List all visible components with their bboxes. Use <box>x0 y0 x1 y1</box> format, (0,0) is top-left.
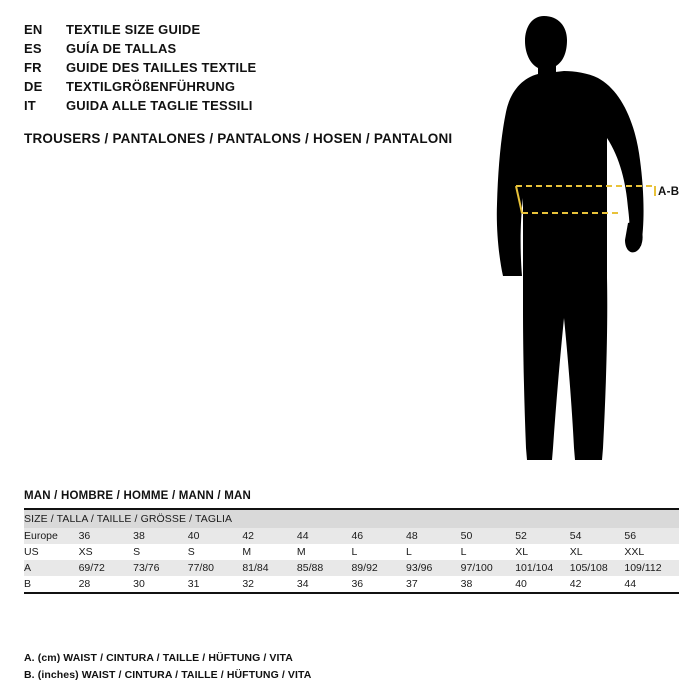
size-table <box>24 510 679 592</box>
cell-a-9: 105/108 <box>570 560 625 576</box>
table-row <box>24 576 679 592</box>
cell-b-8: 40 <box>515 576 570 592</box>
cell-us-3: M <box>242 544 297 560</box>
table-row <box>24 528 679 544</box>
garment-type-line: TROUSERS / PANTALONES / PANTALONS / HOSEN / PANTALONI <box>24 131 453 146</box>
cell-us-8: XL <box>515 544 570 560</box>
cell-europe-6: 48 <box>406 528 461 544</box>
cell-b-9: 42 <box>570 576 625 592</box>
cell-b-7: 38 <box>461 576 516 592</box>
footnotes-block <box>24 650 524 684</box>
silhouette-icon <box>470 8 690 478</box>
cell-b-4: 34 <box>297 576 352 592</box>
cell-b-6: 37 <box>406 576 461 592</box>
language-code-en: EN <box>24 22 43 37</box>
cell-b-3: 32 <box>242 576 297 592</box>
cell-a-6: 93/96 <box>406 560 461 576</box>
cell-europe-0: 36 <box>79 528 134 544</box>
cell-europe-10: 56 <box>624 528 679 544</box>
cell-a-8: 101/104 <box>515 560 570 576</box>
row-label-b: B <box>24 576 79 592</box>
cell-europe-2: 40 <box>188 528 243 544</box>
cell-a-10: 109/112 <box>624 560 679 576</box>
cell-a-3: 81/84 <box>242 560 297 576</box>
row-label-us: US <box>24 544 79 560</box>
language-row-es <box>24 41 494 60</box>
cell-us-4: M <box>297 544 352 560</box>
table-header-label: SIZE / TALLA / TAILLE / GRÖSSE / TAGLIA <box>24 510 679 528</box>
cell-a-4: 85/88 <box>297 560 352 576</box>
cell-a-2: 77/80 <box>188 560 243 576</box>
table-row <box>24 544 679 560</box>
cell-us-1: S <box>133 544 188 560</box>
language-row-it <box>24 98 494 117</box>
size-table-area <box>24 490 679 594</box>
language-header-block <box>24 22 494 117</box>
cell-europe-5: 46 <box>351 528 406 544</box>
language-code-de: DE <box>24 79 43 94</box>
measure-label-ab: A-B <box>658 186 680 198</box>
cell-us-10: XXL <box>624 544 679 560</box>
cell-b-1: 30 <box>133 576 188 592</box>
cell-b-0: 28 <box>79 576 134 592</box>
cell-europe-7: 50 <box>461 528 516 544</box>
cell-a-1: 73/76 <box>133 560 188 576</box>
cell-europe-4: 44 <box>297 528 352 544</box>
language-title-de: TEXTILGRÖßENFÜHRUNG <box>66 79 236 94</box>
cell-b-5: 36 <box>351 576 406 592</box>
table-row <box>24 560 679 576</box>
cell-us-7: L <box>461 544 516 560</box>
language-row-en <box>24 22 494 41</box>
male-silhouette-figure <box>470 8 690 478</box>
language-title-it: GUIDA ALLE TAGLIE TESSILI <box>66 98 253 113</box>
cell-b-2: 31 <box>188 576 243 592</box>
cell-europe-3: 42 <box>242 528 297 544</box>
table-bottom-rule <box>24 592 679 594</box>
cell-us-0: XS <box>79 544 134 560</box>
cell-a-0: 69/72 <box>79 560 134 576</box>
language-code-it: IT <box>24 98 36 113</box>
cell-a-5: 89/92 <box>351 560 406 576</box>
cell-us-9: XL <box>570 544 625 560</box>
footnote-a: A. (cm) WAIST / CINTURA / TAILLE / HÜFTUNG / VITA <box>24 652 293 664</box>
table-caption: MAN / HOMBRE / HOMME / MANN / MAN <box>24 490 679 510</box>
cell-europe-1: 38 <box>133 528 188 544</box>
cell-us-2: S <box>188 544 243 560</box>
language-row-fr <box>24 60 494 79</box>
footnote-b: B. (inches) WAIST / CINTURA / TAILLE / HÜFTUNG / VITA <box>24 669 312 681</box>
language-code-fr: FR <box>24 60 42 75</box>
cell-us-5: L <box>351 544 406 560</box>
cell-b-10: 44 <box>624 576 679 592</box>
row-label-a: A <box>24 560 79 576</box>
row-label-europe: Europe <box>24 528 79 544</box>
cell-us-6: L <box>406 544 461 560</box>
cell-europe-9: 54 <box>570 528 625 544</box>
language-row-de <box>24 79 494 98</box>
language-title-en: TEXTILE SIZE GUIDE <box>66 22 201 37</box>
cell-europe-8: 52 <box>515 528 570 544</box>
language-title-fr: GUIDE DES TAILLES TEXTILE <box>66 60 257 75</box>
table-header-row <box>24 510 679 528</box>
cell-a-7: 97/100 <box>461 560 516 576</box>
language-code-es: ES <box>24 41 42 56</box>
language-title-es: GUÍA DE TALLAS <box>66 41 177 56</box>
